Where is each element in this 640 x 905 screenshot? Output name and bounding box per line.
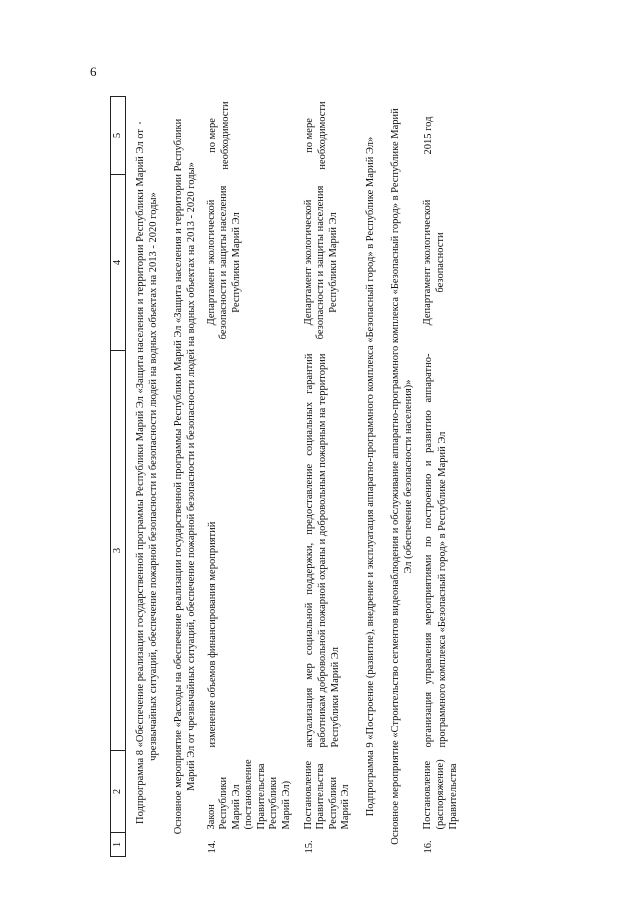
row-15-act: Постановление Правительства Республики Марий Эл (302, 760, 352, 830)
row-16-act: Постановление (распоряжение) Правительства (422, 759, 459, 830)
main-event-1-title: Основное мероприятие «Расходы на обеспечение реализации государственной программы Республики Марий Эл «Защита населения и территории Республики Марий Эл от чрезвычайных ситуаций, обеспечение пожарной безопасности и безопасности людей на водных объектах на 2013 - 2020 годы» (173, 118, 198, 835)
row-16-number: 16. (423, 840, 435, 854)
subprogram-9-row (354, 97, 385, 857)
header-col-3: 3 (111, 351, 126, 751)
table-header-row (111, 97, 126, 857)
row-14-executor: Департамент экологической безопасности и защиты населения Республики Марий Эл (205, 185, 242, 340)
row-16-executor: Департамент экологической безопасности (422, 199, 446, 326)
subprogram-8-row (126, 97, 169, 857)
subprogram-9-title: Подпрограмма 9 «Построение (развитие), внедрение и эксплуатация аппаратно-программного комплекса «Безопасный город» в Республике Марий Эл» (365, 136, 377, 817)
header-col-5: 5 (111, 97, 126, 175)
table-row (421, 97, 461, 857)
table-row (295, 97, 354, 857)
subprogram-8-title: Подпрограмма 8 «Обеспечение реализации государственной программы Республики Марий Эл «Защита населения и территории Республики Марий Эл от чрезвычайных ситуаций, обеспечение пожарной безопасности и безопасности людей на водных объектах на 2013 - 2020 годы» (135, 129, 160, 824)
main-event-2-title: Основное мероприятие «Строительство сегментов видеонаблюдения и обслуживание аппаратно-программного комплекса «Безопасный город» в Республике Марий Эл (обеспечение безопасности населения)» (390, 108, 415, 845)
page-number: 6 (90, 64, 97, 79)
row-14-number: 14. (206, 840, 218, 854)
rotated-table-container (110, 97, 520, 857)
row-15-number: 15. (303, 840, 315, 854)
row-14-act: Закон Республики Марий Эл (постановление Правительства Республики Марий Эл) (205, 759, 293, 830)
row-15-term: по мере необходимости (303, 101, 328, 170)
row-14-description: изменение объемов финансирования мероприятий (206, 521, 218, 748)
row-15-executor: Департамент экологической безопасности и защиты населения Республики Марий Эл (302, 185, 339, 340)
row-16-description: организация управления мероприятиями по построению и развитию аппаратно-программного комплекса «Безопасный город» в Республике Марий Эл (423, 353, 448, 748)
header-col-1: 1 (111, 833, 126, 857)
main-event-2-row (385, 97, 421, 857)
row-14-term: по мере необходимости (206, 101, 231, 170)
main-event-1-row (168, 97, 204, 857)
header-col-4: 4 (111, 175, 126, 351)
row-15-description: актуализация мер социальной поддержки, предоставление социальных гарантий работникам добровольной пожарной охраны и добровольным пожарным на территории Республики Марий Эл (303, 353, 341, 748)
table-row (205, 97, 295, 857)
header-col-2: 2 (111, 751, 126, 833)
measures-table (110, 96, 461, 857)
row-16-term: 2015 год (423, 116, 435, 155)
